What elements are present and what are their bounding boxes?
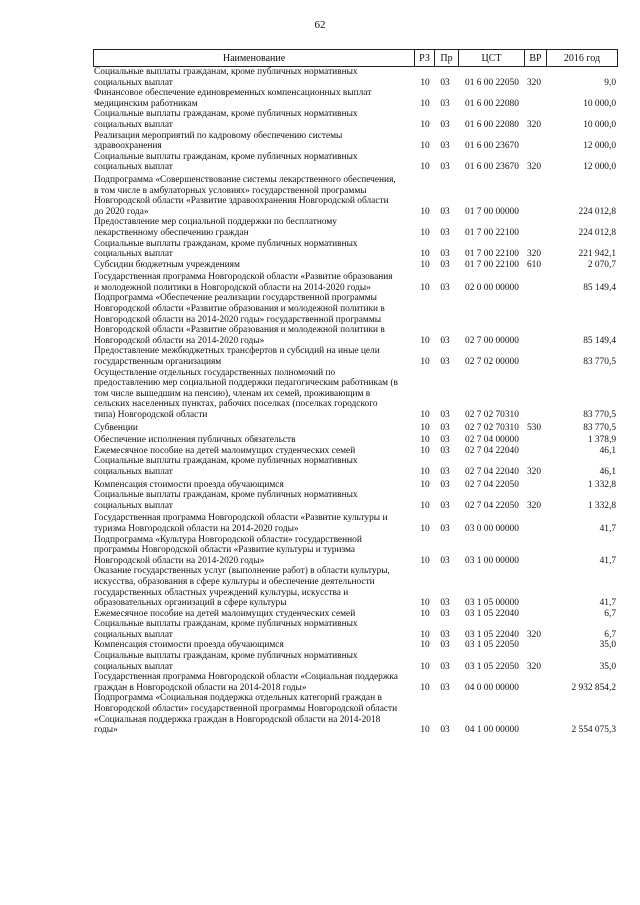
row-name: Социальные выплаты гражданам, кроме публичных нормативных социальных выплат	[94, 456, 358, 477]
row-name: Подпрограмма «Совершенствование системы лекарственного обеспечения, в том числе в амбулаторных условиях» государственной программы Новгородской области «Развитие здравоохранения Новгородской области до 2020 года»	[94, 174, 396, 217]
row-name: Компенсация стоимости проезда обучающимся	[94, 479, 284, 490]
row-rz: 10	[420, 640, 430, 651]
row-sum: 83 770,5	[583, 410, 616, 420]
row-pr: 03	[440, 523, 450, 534]
row-cst: 02 7 04 22050	[465, 500, 519, 511]
row-rz: 10	[420, 357, 430, 368]
row-sum: 2 554 075,3	[571, 725, 616, 736]
row-vr	[523, 640, 545, 651]
row-rz: 10	[420, 725, 430, 736]
table-row	[93, 293, 618, 346]
row-pr: 03	[440, 555, 450, 566]
row-pr: 03	[440, 725, 450, 736]
row-rz: 10	[420, 500, 430, 511]
row-vr	[523, 217, 545, 238]
row-sum: 6,7	[604, 629, 616, 640]
row-name: Социальные выплаты гражданам, кроме публичных нормативных социальных выплат	[94, 619, 358, 640]
row-name: Ежемесячное пособие на детей малоимущих студенческих семей	[94, 608, 356, 619]
row-rz: 10	[420, 479, 430, 490]
row-name: Финансовое обеспечение единовременных компенсационных выплат медицинским работникам	[94, 88, 372, 109]
row-cst: 03 1 05 22040	[465, 629, 519, 640]
row-name: Субвенции	[94, 422, 138, 433]
row-name: Оказание государственных услуг (выполнение работ) в области культуры, искусства, образования в сфере культуры и обеспечение деятельности государственных областных учреждений культуры, искусства и образовательных организаций в сфере культуры	[94, 566, 390, 609]
row-rz: 10	[420, 608, 430, 619]
row-pr: 03	[440, 249, 450, 260]
row-sum: 83 770,5	[583, 422, 616, 433]
row-pr: 03	[440, 466, 450, 477]
table-row	[93, 651, 618, 672]
header-rz: РЗ	[414, 50, 434, 66]
row-rz: 10	[420, 119, 430, 130]
row-pr: 03	[440, 259, 450, 270]
row-sum: 85 149,4	[583, 282, 616, 293]
row-sum: 2 932 854,2	[571, 682, 616, 693]
row-vr	[523, 368, 545, 421]
row-rz: 10	[420, 259, 430, 270]
row-vr: 320	[526, 77, 542, 88]
table-row	[93, 152, 618, 173]
row-pr: 03	[440, 98, 450, 109]
row-pr: 03	[440, 435, 450, 446]
table-row	[93, 535, 618, 567]
table-row	[93, 175, 618, 217]
row-name: Предоставление межбюджетных трансфертов и субсидий на иные цели государственным организациям	[94, 346, 380, 368]
row-cst: 02 7 04 00000	[465, 435, 519, 446]
row-sum: 6,7	[604, 608, 616, 619]
row-rz: 10	[420, 141, 430, 152]
row-vr	[523, 435, 545, 446]
table-row	[93, 609, 618, 620]
row-cst: 02 7 04 22040	[465, 466, 519, 477]
row-cst: 02 7 04 22040	[465, 445, 519, 456]
row-name: Осуществление отдельных государственных полномочий по предоставлению мер социальной поддержки педагогическим работникам (в том числе вышедшим на пенсию), членам их семей, проживающим в сельских населенных пунктах, рабочих поселках (поселках городского типа) Новгородской области	[94, 367, 398, 420]
table-row	[93, 619, 618, 640]
row-pr: 03	[440, 162, 450, 173]
header-name: Наименование	[222, 52, 286, 64]
row-rz: 10	[420, 77, 430, 88]
row-cst: 03 1 05 22050	[465, 640, 519, 651]
row-name: Субсидии бюджетным учреждениям	[94, 259, 240, 270]
row-sum: 1 332,8	[587, 500, 616, 511]
row-pr: 03	[440, 77, 450, 88]
row-sum: 85 149,4	[583, 335, 616, 346]
row-rz: 10	[420, 466, 430, 477]
row-rz: 10	[420, 629, 430, 640]
row-name: Ежемесячное пособие на детей малоимущих студенческих семей	[94, 445, 356, 456]
table-row	[93, 490, 618, 511]
row-vr: 610	[526, 259, 542, 270]
table-row	[93, 346, 618, 367]
row-vr: 320	[526, 466, 542, 477]
row-cst: 01 7 00 22100	[465, 249, 519, 260]
row-vr: 320	[526, 249, 542, 260]
row-pr: 03	[440, 410, 450, 420]
row-name: Обеспечение исполнения публичных обязательств	[94, 435, 296, 446]
row-rz: 10	[420, 162, 430, 173]
row-vr	[523, 693, 545, 735]
row-sum: 1 332,8	[587, 479, 616, 490]
row-sum: 35,0	[599, 661, 616, 672]
row-vr	[523, 535, 545, 567]
row-cst: 02 0 00 00000	[465, 282, 519, 293]
row-sum: 12 000,0	[583, 141, 616, 152]
row-pr: 03	[440, 119, 450, 130]
row-rz: 10	[420, 410, 430, 420]
row-pr: 03	[440, 282, 450, 293]
table-row	[93, 513, 618, 534]
row-cst: 01 6 00 23670	[465, 162, 519, 173]
row-sum: 221 942,1	[578, 249, 616, 260]
page-number: 62	[314, 19, 326, 31]
table-row	[93, 217, 618, 238]
row-vr	[523, 346, 545, 367]
row-rz: 10	[420, 98, 430, 109]
row-sum: 224 012,8	[578, 206, 616, 217]
row-cst: 02 7 02 70310	[465, 422, 519, 433]
row-cst: 01 6 00 22080	[465, 98, 519, 109]
row-vr: 530	[526, 422, 542, 433]
row-pr: 03	[440, 640, 450, 651]
row-rz: 10	[420, 227, 430, 238]
row-cst: 02 7 02 00000	[465, 357, 519, 368]
header-vr: ВР	[524, 50, 546, 66]
row-cst: 04 0 00 00000	[465, 682, 519, 693]
row-cst: 02 7 04 22050	[465, 479, 519, 490]
row-rz: 10	[420, 523, 430, 534]
row-pr: 03	[440, 682, 450, 693]
row-sum: 10 000,0	[583, 98, 616, 109]
row-vr: 320	[526, 162, 542, 173]
row-sum: 12 000,0	[583, 162, 616, 173]
row-name: Подпрограмма «Обеспечение реализации государственной программы Новгородской области «Развитие образования и молодежной политики в Новгородской области на 2014-2020 годы» государственной программы Новгородской области «Развитие образования и молодежной политики в Новгородской области на 2014-2020 годы»	[94, 293, 385, 346]
row-vr	[523, 566, 545, 608]
header-cst: ЦСТ	[458, 50, 524, 66]
row-sum: 9,0	[604, 77, 616, 88]
row-name: Социальные выплаты гражданам, кроме публичных нормативных социальных выплат	[94, 109, 358, 130]
row-rz: 10	[420, 682, 430, 693]
row-name: Компенсация стоимости проезда обучающимся	[94, 640, 284, 651]
row-rz: 10	[420, 435, 430, 446]
row-rz: 10	[420, 445, 430, 456]
row-vr	[523, 672, 545, 693]
row-cst: 01 7 00 22100	[465, 259, 519, 270]
row-rz: 10	[420, 206, 430, 217]
table-row	[93, 640, 618, 651]
row-rz: 10	[420, 422, 430, 433]
table-row	[93, 131, 618, 152]
table-row	[93, 480, 618, 491]
row-cst: 01 7 00 22100	[465, 227, 519, 238]
row-name: Предоставление мер социальной поддержки по бесплатному лекарственному обеспечению граждан	[94, 217, 337, 238]
table-row	[93, 67, 618, 88]
row-sum: 1 378,9	[587, 435, 616, 446]
row-pr: 03	[440, 629, 450, 640]
row-name: Государственная программа Новгородской области «Социальная поддержка граждан в Новгородской области на 2014-2018 годы»	[94, 672, 398, 693]
row-pr: 03	[440, 661, 450, 672]
row-vr	[523, 293, 545, 346]
header-sum: 2016 год	[546, 50, 617, 66]
row-name: Государственная программа Новгородской области «Развитие культуры и туризма Новгородской области на 2014-2020 годы»	[94, 513, 388, 534]
row-vr: 320	[526, 661, 542, 672]
table-row	[93, 423, 618, 434]
row-vr	[523, 480, 545, 491]
row-pr: 03	[440, 422, 450, 433]
table-row	[93, 260, 618, 271]
row-pr: 03	[440, 357, 450, 368]
row-name: Социальные выплаты гражданам, кроме публичных нормативных социальных выплат	[94, 151, 358, 173]
row-name: Подпрограмма «Культура Новгородской области» государственной программы Новгородской области «Развитие культуры и туризма Новгородской области на 2014-2020 годы»	[94, 534, 362, 566]
row-vr: 320	[526, 629, 542, 640]
row-vr	[523, 175, 545, 217]
row-cst: 01 6 00 22050	[465, 77, 519, 88]
row-vr	[523, 609, 545, 620]
row-name: Государственная программа Новгородской области «Развитие образования и молодежной политики в Новгородской области на 2014-2020 годы»	[94, 272, 393, 293]
row-sum: 46,1	[599, 466, 616, 477]
table-row	[93, 456, 618, 477]
row-cst: 02 7 02 70310	[465, 410, 519, 420]
row-pr: 03	[440, 598, 450, 609]
row-pr: 03	[440, 141, 450, 152]
row-name: Подпрограмма «Социальная поддержка отдельных категорий граждан в Новгородской области» государственной программы Новгородской области «Социальная поддержка граждан в Новгородской области на 2014-2018 годы»	[94, 693, 398, 736]
row-pr: 03	[440, 206, 450, 217]
row-name: Социальные выплаты гражданам, кроме публичных нормативных социальных выплат	[94, 67, 358, 88]
table-row	[93, 693, 618, 735]
row-name: Социальные выплаты гражданам, кроме публичных нормативных социальных выплат	[94, 490, 358, 511]
table-header	[93, 49, 618, 67]
row-pr: 03	[440, 335, 450, 346]
row-sum: 41,7	[599, 523, 616, 534]
row-sum: 10 000,0	[583, 119, 616, 130]
row-cst: 01 7 00 00000	[465, 206, 519, 217]
row-vr: 320	[526, 500, 542, 511]
row-cst: 04 1 00 00000	[465, 725, 519, 736]
row-pr: 03	[440, 608, 450, 619]
table-row	[93, 446, 618, 457]
table-row	[93, 672, 618, 693]
row-vr	[523, 88, 545, 109]
row-pr: 03	[440, 227, 450, 238]
row-name: Социальные выплаты гражданам, кроме публичных нормативных социальных выплат	[94, 651, 358, 672]
row-vr	[523, 131, 545, 152]
header-pr: Пр	[434, 50, 458, 66]
table-row	[93, 88, 618, 109]
row-pr: 03	[440, 500, 450, 511]
row-cst: 03 1 00 00000	[465, 555, 519, 566]
row-pr: 03	[440, 479, 450, 490]
row-rz: 10	[420, 282, 430, 293]
row-cst: 03 1 05 00000	[465, 598, 519, 609]
table-row	[93, 566, 618, 608]
row-sum: 41,7	[599, 598, 616, 609]
row-vr	[523, 446, 545, 457]
row-rz: 10	[420, 598, 430, 609]
row-cst: 01 6 00 22080	[465, 119, 519, 130]
budget-table	[93, 49, 618, 736]
row-cst: 03 1 05 22050	[465, 661, 519, 672]
row-rz: 10	[420, 661, 430, 672]
row-name: Социальные выплаты гражданам, кроме публичных нормативных социальных выплат	[94, 238, 358, 260]
table-row	[93, 435, 618, 446]
row-pr: 03	[440, 445, 450, 456]
row-rz: 10	[420, 335, 430, 346]
row-sum: 83 770,5	[583, 357, 616, 368]
row-sum: 2 070,7	[587, 259, 616, 270]
row-name: Реализация мероприятий по кадровому обеспечению системы здравоохранения	[94, 130, 343, 152]
row-vr: 320	[526, 119, 542, 130]
row-cst: 03 1 05 22040	[465, 608, 519, 619]
row-sum: 224 012,8	[578, 227, 616, 238]
table-row	[93, 239, 618, 260]
row-vr	[523, 513, 545, 534]
table-row	[93, 272, 618, 293]
table-row	[93, 109, 618, 130]
row-cst: 01 6 00 23670	[465, 141, 519, 152]
row-vr	[523, 272, 545, 293]
row-rz: 10	[420, 249, 430, 260]
row-sum: 35,0	[599, 640, 616, 651]
row-cst: 02 7 00 00000	[465, 335, 519, 346]
row-sum: 41,7	[599, 555, 616, 566]
table-body	[93, 67, 618, 736]
row-cst: 03 0 00 00000	[465, 523, 519, 534]
row-rz: 10	[420, 555, 430, 566]
table-row	[93, 368, 618, 421]
row-sum: 46,1	[599, 445, 616, 456]
